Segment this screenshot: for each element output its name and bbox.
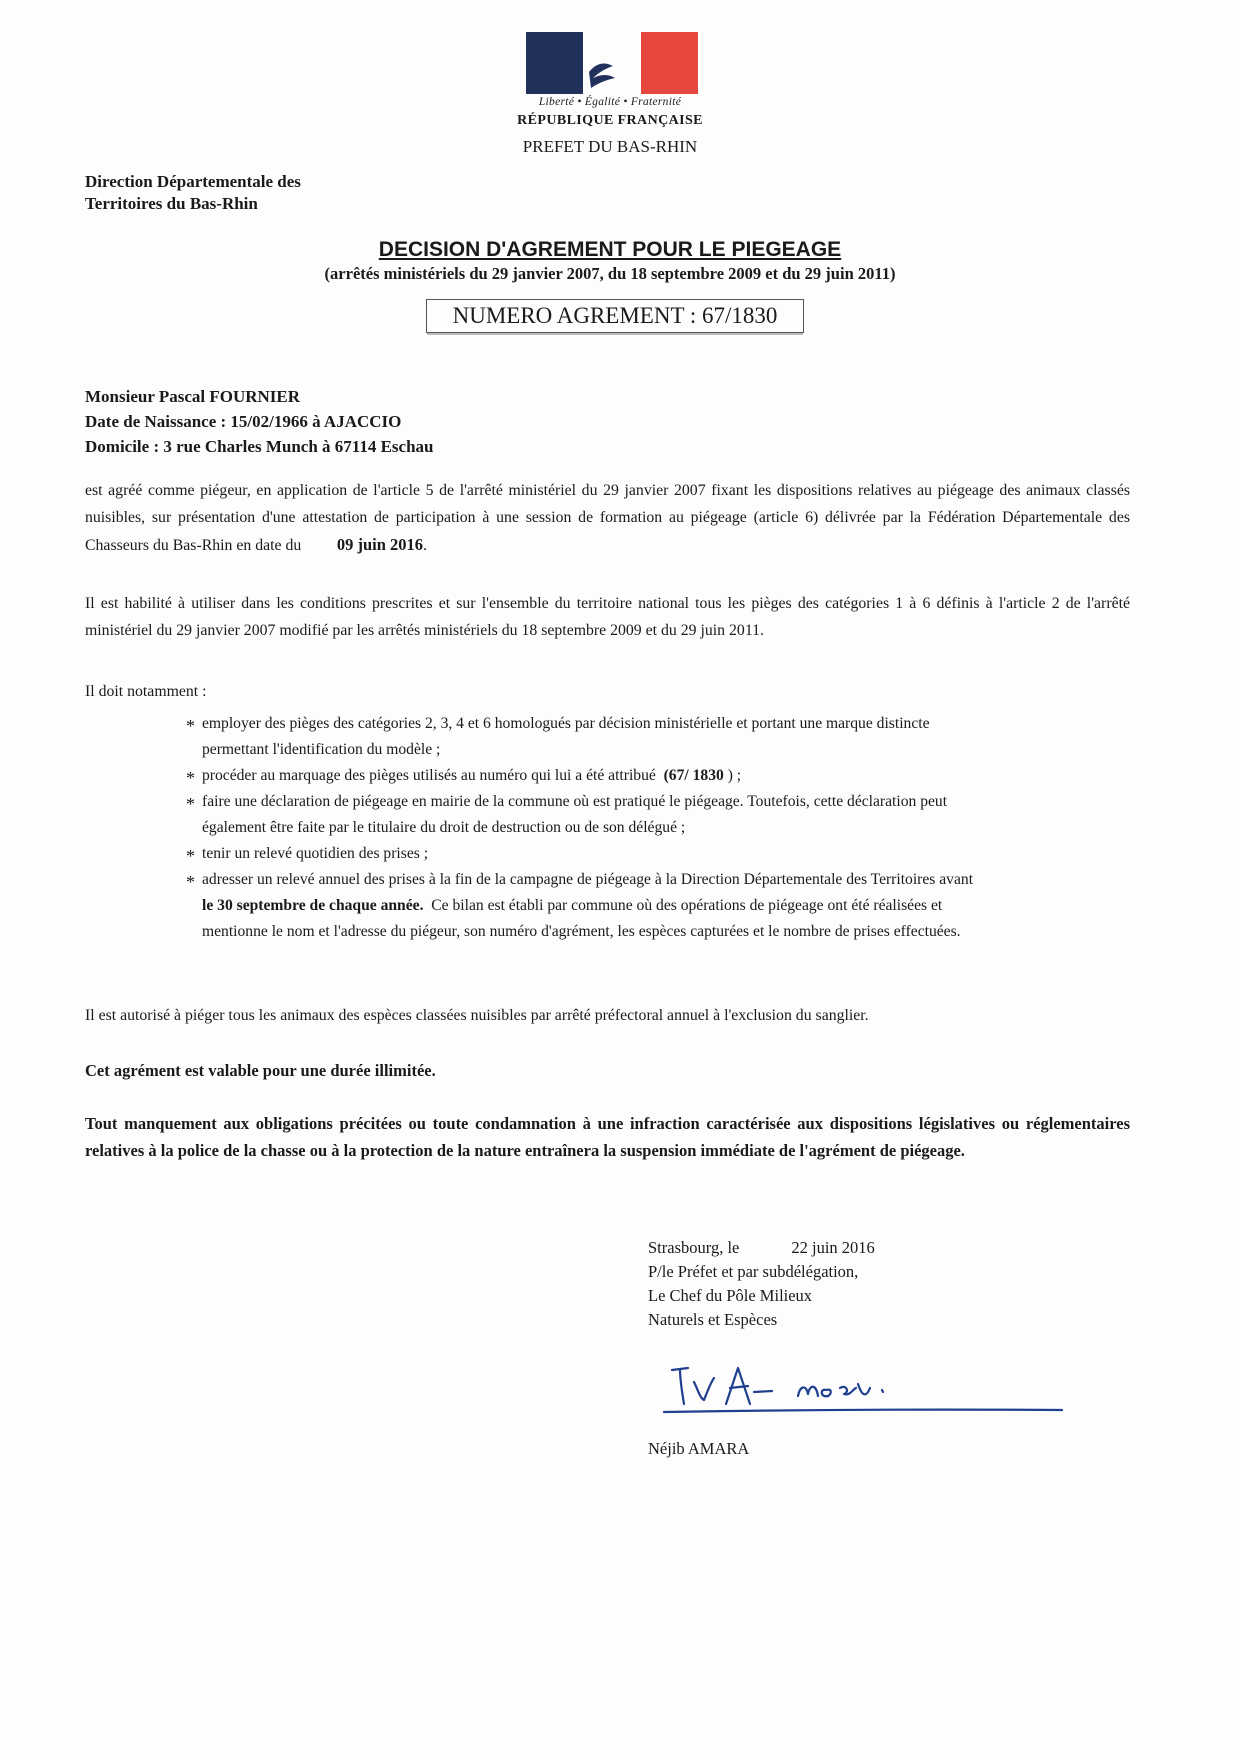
paragraph-habilitation: Il est habilité à utiliser dans les conditions prescrites et sur l'ensemble du territoire national tous les pièges des catégories 1 à 6 définis à l'article 2 de l'arrêté ministériel du 29 janvier 2007 modifié par les arrêtés ministériels du 18 septembre 2009 et du 29 juin 2011. <box>85 595 1130 639</box>
list-item <box>186 711 1126 763</box>
bullet-5-deadline: le 30 septembre de chaque année. <box>202 897 424 914</box>
holder-address: Domicile : 3 rue Charles Munch à 67114 Eschau <box>85 437 434 456</box>
signature-line-1: P/le Préfet et par subdélégation, <box>648 1262 859 1281</box>
paragraph-species: Il est autorisé à piéger tous les animaux des espèces classées nuisibles par arrêté préfectoral annuel à l'exclusion du sanglier. <box>85 1007 869 1024</box>
document-subtitle: (arrêtés ministériels du 29 janvier 2007, du 18 septembre 2009 et du 29 juin 2011) <box>324 264 896 283</box>
signature-line-2: Le Chef du Pôle Milieux <box>648 1286 813 1305</box>
bullet-1-line-1: employer des pièges des catégories 2, 3, 4 et 6 homologués par décision ministérielle et portant une marque distincte <box>202 715 930 732</box>
paragraph-sanctions: Tout manquement aux obligations précitées ou toute condamnation à une infraction caractérisée aux dispositions législatives ou réglementaires relatives à la police de la chasse ou à la protection de la nature entraînera la suspension immédiate de l'agrément de piégeage. <box>85 1114 1130 1160</box>
approval-text: est agréé comme piégeur, en application de l'article 5 de l'arrêté ministériel du 29 janvier 2007 fixant les dispositions relatives au piégeage des animaux classés nuisibles, sur présentation d'une attestation de participation à une session de formation au piégeage (article 6) délivrée par la Fédération Départementale des Chasseurs du Bas-Rhin en date du <box>85 482 1130 554</box>
place-date-row <box>648 1236 875 1260</box>
holder-birth: Date de Naissance : 15/02/1966 à AJACCIO <box>85 412 402 431</box>
approval-number-box: NUMERO AGREMENT : 67/1830 <box>426 299 804 333</box>
list-item <box>186 763 1126 789</box>
bullet-5-line-1: adresser un relevé annuel des prises à la fin de la campagne de piégeage à la Direction Départementale des Territoires avant <box>202 871 974 888</box>
paragraph-approval: est agréé comme piégeur, en application de l'article 5 de l'arrêté ministériel du 29 janvier 2007 fixant les dispositions relatives au piégeage des animaux classés nuisibles, sur présentation d'une attestation de participation à une session de formation au piégeage (article 6) délivrée par la Fédération Départementale des Chasseurs du Bas-Rhin en date du 09 juin 2016. <box>85 482 1130 554</box>
obligations-list <box>186 711 1126 945</box>
holder-name: Monsieur Pascal FOURNIER <box>85 387 301 406</box>
prefecture: PREFET DU BAS-RHIN <box>522 137 698 156</box>
document-title: DECISION D'AGREMENT POUR LE PIEGEAGE <box>378 238 842 261</box>
logo-red-band <box>641 32 698 94</box>
bullet-5-line-2: Ce bilan est établi par commune où des opérations de piégeage ont été réalisées et <box>431 897 943 914</box>
direction-line-2: Territoires du Bas-Rhin <box>85 194 258 213</box>
motto: Liberté • Égalité • Fraternité <box>538 96 682 108</box>
bullet-2-end: ) ; <box>727 767 742 784</box>
paragraph-validity: Cet agrément est valable pour une durée illimitée. <box>85 1061 436 1080</box>
signature-date: 22 juin 2016 <box>791 1238 875 1257</box>
paragraph-obligations-intro: Il doit notamment : <box>85 683 207 700</box>
bullet-2-text: procéder au marquage des pièges utilisés au numéro qui lui a été attribué <box>202 767 656 784</box>
marianne-profile-icon <box>583 32 641 94</box>
signatory-name: Néjib AMARA <box>648 1439 750 1458</box>
signature-block <box>648 1236 875 1332</box>
list-item <box>186 789 1126 841</box>
bullet-5-line-3: mentionne le nom et l'adresse du piégeur, son numéro d'agrément, les espèces capturées et le nombre de prises effectuées. <box>202 923 961 940</box>
holder-identity <box>85 384 434 459</box>
republique-logo <box>526 32 698 94</box>
handwritten-signature <box>660 1360 1070 1422</box>
republic-name: RÉPUBLIQUE FRANÇAISE <box>517 113 703 128</box>
list-item <box>186 841 1126 867</box>
training-date: 09 juin 2016 <box>336 535 424 554</box>
signature-place: Strasbourg, le <box>648 1238 740 1257</box>
signature-line-3: Naturels et Espèces <box>648 1310 778 1329</box>
bullet-1-line-2: permettant l'identification du modèle ; <box>202 741 441 758</box>
list-item <box>186 867 1126 945</box>
logo-white-band <box>583 32 641 94</box>
direction-line-1: Direction Départementale des <box>85 172 301 191</box>
bullet-3-line-2: également être faite par le titulaire du droit de destruction ou de son délégué ; <box>202 819 686 836</box>
logo-blue-band <box>526 32 583 94</box>
issuing-direction <box>85 171 301 215</box>
bullet-3-line-1: faire une déclaration de piégeage en mairie de la commune où est pratiqué le piégeage. Toutefois, cette déclaration peut <box>202 793 948 810</box>
bullet-4: tenir un relevé quotidien des prises ; <box>202 845 429 862</box>
bullet-2-number: (67/ 1830 <box>663 767 724 784</box>
